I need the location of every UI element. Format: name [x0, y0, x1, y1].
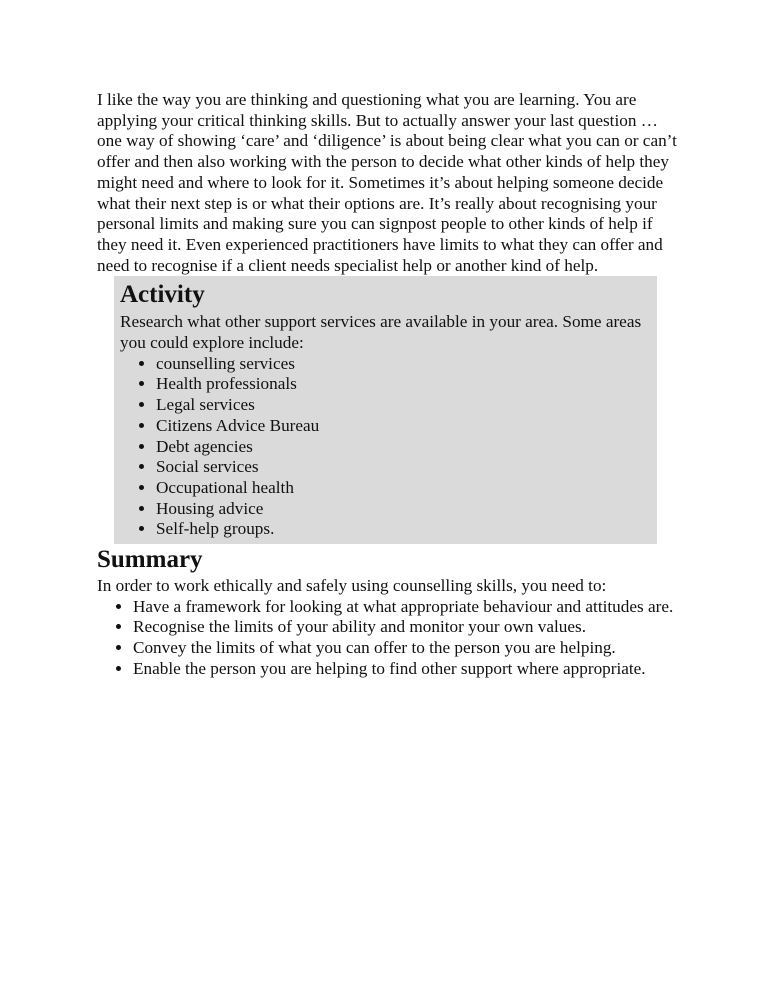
- list-item: • Have a framework for looking at what appropriate behaviour and attitudes are.: [133, 597, 677, 618]
- list-item: • Health professionals: [156, 374, 657, 395]
- list-item: • Enable the person you are helping to find other support where appropriate.: [133, 659, 677, 680]
- list-item: • Citizens Advice Bureau: [156, 416, 657, 437]
- activity-heading: Activity: [120, 281, 205, 309]
- list-item: • Debt agencies: [156, 437, 657, 458]
- list-item: • Social services: [156, 457, 657, 478]
- intro-paragraph: I like the way you are thinking and questioning what you are learning. You are applying your critical thinking skills. But to actually answer your last question … one way of showing ‘care’ and ‘diligence’ is about being clear what you can or can’t offer and then also working with the person to decide what other kinds of help they might need and where to look for it. Sometimes it’s about helping someone decide what their next step is or what their options are. It’s really about recognising your personal limits and making sure you can signpost people to other kinds of help if they need it. Even experienced practitioners have limits to what they can offer and need to recognise if a client needs specialist help or another kind of help.: [97, 90, 677, 275]
- list-item: • Recognise the limits of your ability and monitor your own values.: [133, 617, 677, 638]
- activity-box: [114, 276, 657, 544]
- list-item: • Convey the limits of what you can offer to the person you are helping.: [133, 638, 677, 659]
- list-item: • counselling services: [156, 354, 657, 375]
- list-item: • Housing advice: [156, 499, 657, 520]
- list-item: • Self-help groups.: [156, 519, 657, 540]
- activity-text: Research what other support services are available in your area. Some areas you could explore include:: [120, 312, 642, 353]
- document-page: [97, 90, 677, 680]
- summary-list: [97, 597, 677, 680]
- summary-heading: Summary: [97, 546, 203, 574]
- list-item: • Legal services: [156, 395, 657, 416]
- activity-list: [120, 354, 657, 540]
- summary-text: In order to work ethically and safely using counselling skills, you need to:: [97, 576, 607, 596]
- list-item: • Occupational health: [156, 478, 657, 499]
